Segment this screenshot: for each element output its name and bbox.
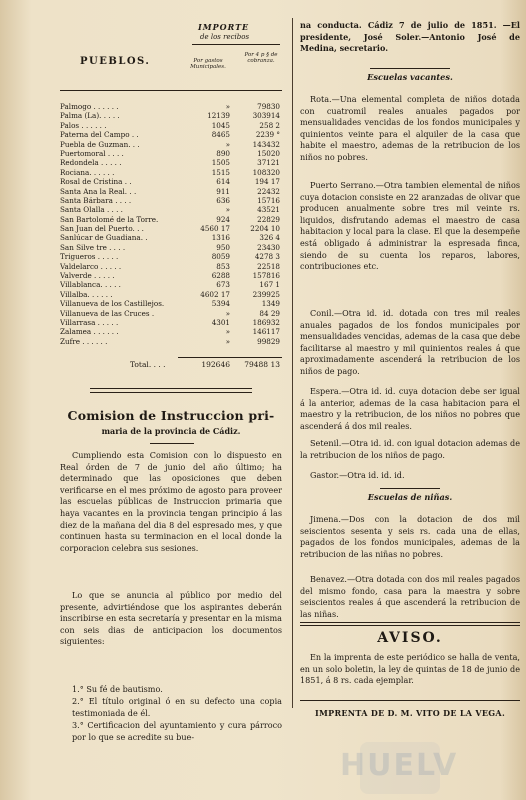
cobranza-value: 23430 — [257, 242, 280, 252]
gastos-municipales-value: » — [225, 205, 230, 215]
total-rule — [178, 357, 282, 358]
table-row — [60, 215, 282, 224]
list-item-1: 1.° Su fé de bautismo. — [72, 684, 163, 694]
cobranza-value: 15020 — [257, 148, 280, 158]
gastos-municipales-value: 924 — [216, 214, 230, 224]
right-rule-3b — [300, 625, 520, 626]
cobranza-value: 194 17 — [254, 177, 280, 187]
gastos-municipales-value: 614 — [216, 177, 230, 187]
table-row — [60, 130, 282, 139]
header-importe: IMPORTE — [198, 22, 250, 32]
cobranza-value: 2204 10 — [250, 224, 280, 234]
pueblo-name: Rosal de Cristina . . — [60, 177, 132, 187]
pueblo-name: Villablanca. . . . . — [60, 280, 121, 290]
comision-short-rule — [150, 443, 194, 444]
gastos-municipales-value: » — [225, 102, 230, 111]
pueblo-name: Valverde . . . . . — [60, 271, 115, 281]
pueblo-name: Sanlúcar de Guadiana. . — [60, 233, 148, 243]
cobranza-value: 258 2 — [259, 120, 280, 130]
gastos-municipales-value: » — [225, 308, 230, 318]
pueblo-name: Puertomoral . . . . — [60, 148, 124, 158]
cobranza-value: 99829 — [257, 336, 280, 346]
gastos-municipales-value: 911 — [216, 186, 230, 196]
cobranza-value: 22518 — [257, 261, 280, 271]
gastos-municipales-value: 636 — [216, 195, 230, 205]
pueblo-name: Villanueva de los Castillejos. — [60, 299, 165, 309]
section-double-rule — [90, 388, 252, 393]
table-row — [60, 196, 282, 205]
table-row — [60, 318, 282, 327]
gastos-municipales-value: » — [225, 139, 230, 149]
total-cobranza: 79488 13 — [244, 360, 280, 369]
cobranza-value: 167 1 — [259, 280, 280, 290]
comision-paragraph-1: Cumpliendo esta Comision con lo dispuesto en Real órden de 7 de junio del año último; ha determinado que las oposiciones que deben verificarse en el mes próximo de agosto para proveer las escuelas públicas de Instruccion primaria que haya vacantes en la provincia tengan principio á las diez de la mañana del dia 8 del espresado mes, y que continuen hasta su terminacion en el local donde la corporacion celebra sus sesiones. — [60, 450, 282, 553]
pueblo-name: Villanueva de las Cruces . — [60, 308, 155, 318]
gastos-municipales-value: 5394 — [211, 299, 230, 309]
comision-title: Comision de Instruccion pri- — [67, 408, 275, 423]
table-row — [60, 177, 282, 186]
total-label: Total. . . . — [130, 360, 166, 369]
pueblo-name: San Silve tre . . . . — [60, 242, 126, 252]
right-rule-3a — [300, 622, 520, 623]
table-row — [60, 280, 282, 289]
cobranza-value: 4278 3 — [254, 252, 280, 262]
table-row — [60, 111, 282, 120]
cobranza-value: 108320 — [252, 167, 280, 177]
total-gastos: 192646 — [201, 360, 230, 369]
cobranza-value: 84 29 — [259, 308, 280, 318]
table-row — [60, 271, 282, 280]
gastos-municipales-value: » — [225, 327, 230, 337]
heading-escuelas-vacantes: Escuelas vacantes. — [367, 72, 453, 82]
header-col-gastos: Por gastos Municipales. — [190, 58, 226, 70]
right-column — [300, 20, 520, 790]
pueblo-name: San Juan del Puerto. . . — [60, 224, 144, 234]
pueblo-name: Santa Olalla . . . . — [60, 205, 123, 215]
cobranza-value: 326 4 — [259, 233, 280, 243]
table-row — [60, 290, 282, 299]
table-row — [60, 187, 282, 196]
pueblo-name: San Bartolomé de la Torre. — [60, 214, 159, 224]
cobranza-value: 1349 — [261, 299, 280, 309]
gastos-municipales-value: 6288 — [211, 271, 230, 281]
cobranza-value: 43521 — [257, 205, 280, 215]
left-column — [60, 18, 282, 788]
paragraph-jimena: Jimena.—Dos con la dotacion de dos mil seiscientos sesenta y seis rs. cada una de ellas, pagados de los fondos municipales, ademas de la retribucion de las niñas no pobres. — [300, 514, 520, 559]
table-row — [60, 168, 282, 177]
pueblo-name: Paterna del Campo . . — [60, 130, 139, 140]
pueblo-name: Palmogo . . . . . . — [60, 102, 119, 111]
gastos-municipales-value: 12139 — [207, 111, 230, 121]
gastos-municipales-value: 4602 17 — [200, 289, 230, 299]
cobranza-value: 157816 — [252, 271, 280, 281]
gastos-municipales-value: 673 — [216, 280, 230, 290]
right-rule-4 — [300, 700, 520, 701]
paragraph-puerto-serrano: Puerto Serrano.—Otra tambien elemental de niños cuya dotacion consiste en 22 aranzadas de olivar que producen anualmente sobre tres mil veinte rs. liquidos, disfrutando ademas el maestro de casa habitacion y local para la clase. El que la desempeñe está obligado á administrar la espresada finca, siendo de su cuenta los reparos, labores, contribuciones etc. — [300, 180, 520, 272]
cobranza-value: 303914 — [252, 111, 280, 121]
column-divider — [292, 18, 293, 708]
gastos-municipales-value: 8465 — [211, 130, 230, 140]
right-rule-1 — [370, 68, 450, 69]
gastos-municipales-value: 853 — [216, 261, 230, 271]
table-row — [60, 233, 282, 242]
table-row — [60, 121, 282, 130]
cobranza-value: 37121 — [257, 158, 280, 168]
cobranza-value: 146117 — [252, 327, 280, 337]
watermark-text: HUELV — [340, 748, 459, 783]
table-body — [60, 102, 282, 346]
header-rule — [192, 44, 280, 45]
table-row — [60, 140, 282, 149]
paragraph-setenil: Setenil.—Otra id. id. con igual dotacion ademas de la retribucion de los niños de pago. — [300, 438, 520, 460]
table-row — [60, 205, 282, 214]
aviso-heading: AVISO. — [377, 630, 443, 646]
table-row — [60, 224, 282, 233]
gastos-municipales-value: 1515 — [211, 167, 230, 177]
header-importe-sub: de los recibos — [200, 33, 250, 41]
heading-escuelas-ninas: Escuelas de niñas. — [367, 492, 453, 502]
table-row — [60, 158, 282, 167]
right-opening-paragraph: na conducta. Cádiz 7 de julio de 1851. —El presidente, José Soler.—Antonio José de Medina, secretario. — [300, 20, 520, 54]
cobranza-value: 186932 — [252, 317, 280, 327]
table-header — [60, 18, 282, 92]
comision-paragraph-2: Lo que se anuncia al público por medio del presente, advirtiéndose que los aspirantes deberán inscribirse en esta secretaría y presentar en la misma con seis dias de anticipacion los documentos siguientes: — [60, 590, 282, 647]
table-row — [60, 299, 282, 308]
header-col-cobranza: Por 4 p § de cobranza. — [244, 52, 278, 64]
table-row — [60, 243, 282, 252]
gastos-municipales-value: 890 — [216, 148, 230, 158]
cobranza-value: 239925 — [252, 289, 280, 299]
paragraph-gastor: Gastor.—Otra id. id. id. — [310, 470, 405, 480]
pueblo-name: Santa Bárbara . . . . — [60, 195, 132, 205]
aviso-paragraph: En la imprenta de este periódico se halla de venta, en un solo boletin, la ley de quintas de 18 de junio de 1851, á 8 rs. cada ejemplar. — [300, 652, 520, 686]
imprint-line: IMPRENTA DE D. M. VITO DE LA VEGA. — [314, 708, 506, 718]
pueblo-name: Santa Ana la Real. . . — [60, 186, 137, 196]
table-row — [60, 262, 282, 271]
table-row — [60, 309, 282, 318]
table-row — [60, 102, 282, 111]
paragraph-rota: Rota.—Una elemental completa de niños dotada con cuatromil reales anuales pagados por mensualidades vencidas de los fondos municipales y quinientos veinte para el alquiler de la casa que habite el maestro, ademas de la retribucion de los niños no pobres. — [300, 94, 520, 162]
pueblo-name: Zufre . . . . . . — [60, 336, 108, 346]
cobranza-value: 22829 — [257, 214, 280, 224]
header-pueblos: PUEBLOS. — [80, 56, 151, 67]
pueblo-name: Palos . . . . . . — [60, 120, 107, 130]
table-total-row — [60, 360, 282, 372]
gastos-municipales-value: 1505 — [211, 158, 230, 168]
pueblo-name: Trigueros . . . . . — [60, 252, 119, 262]
table-row — [60, 252, 282, 261]
paragraph-espera: Espera.—Otra id. id. cuya dotacion debe ser igual á la anterior, ademas de la casa habitacion para el maestro y la retribucion, de los niños no pobres que ascenderá á dos mil reales. — [300, 386, 520, 431]
gastos-municipales-value: 950 — [216, 242, 230, 252]
pueblo-name: Rociana. . . . . . — [60, 167, 115, 177]
list-item-2: 2.° El título original ó en su defecto una copia testimoniada de él. — [72, 696, 282, 718]
table-row — [60, 149, 282, 158]
gastos-municipales-value: 1316 — [211, 233, 230, 243]
cobranza-value: 22432 — [257, 186, 280, 196]
list-item-3: 3.° Certificacion del ayuntamiento y cura párroco por lo que se acredite su bue- — [72, 720, 282, 742]
table-row — [60, 337, 282, 346]
cobranza-value: 2239 ° — [255, 130, 280, 140]
pueblo-name: Puebla de Guzman. . . — [60, 139, 140, 149]
gastos-municipales-value: 4560 17 — [200, 224, 230, 234]
pueblo-name: Valdelarco . . . . . — [60, 261, 122, 271]
gastos-municipales-value: 8059 — [211, 252, 230, 262]
paragraph-benavez: Benavez.—Otra dotada con dos mil reales pagados del mismo fondo, casa para la maestra y sobre seiscientos reales á que ascenderá la retribucion de las niñas. — [300, 574, 520, 619]
comision-subtitle: maria de la provincia de Cádiz. — [101, 426, 241, 436]
table-top-rule — [60, 90, 282, 91]
pueblo-name: Villalba. . . . . . — [60, 289, 113, 299]
paragraph-conil: Conil.—Otra id. id. dotada con tres mil reales anuales pagados de los fondos municipales por mensualidades vencidas, ademas de la casa que debe facilitarse al maestro y mil quinientos reales á que aproximadamente ascenderá la retribucion de los niños de pago. — [300, 308, 520, 376]
table-row — [60, 327, 282, 336]
gastos-municipales-value: 1045 — [211, 120, 230, 130]
pueblo-name: Redondela . . . . . — [60, 158, 122, 168]
cobranza-value: 143432 — [252, 139, 280, 149]
cobranza-value: 15716 — [257, 195, 280, 205]
gastos-municipales-value: » — [225, 336, 230, 346]
right-rule-2 — [380, 488, 440, 489]
pueblo-name: Zalamea . . . . . . — [60, 327, 119, 337]
gastos-municipales-value: 4301 — [211, 317, 230, 327]
pueblo-name: Villarrasa . . . . . — [60, 317, 119, 327]
cobranza-value: 79830 — [257, 102, 280, 111]
pueblo-name: Palma (La). . . . . — [60, 111, 120, 121]
